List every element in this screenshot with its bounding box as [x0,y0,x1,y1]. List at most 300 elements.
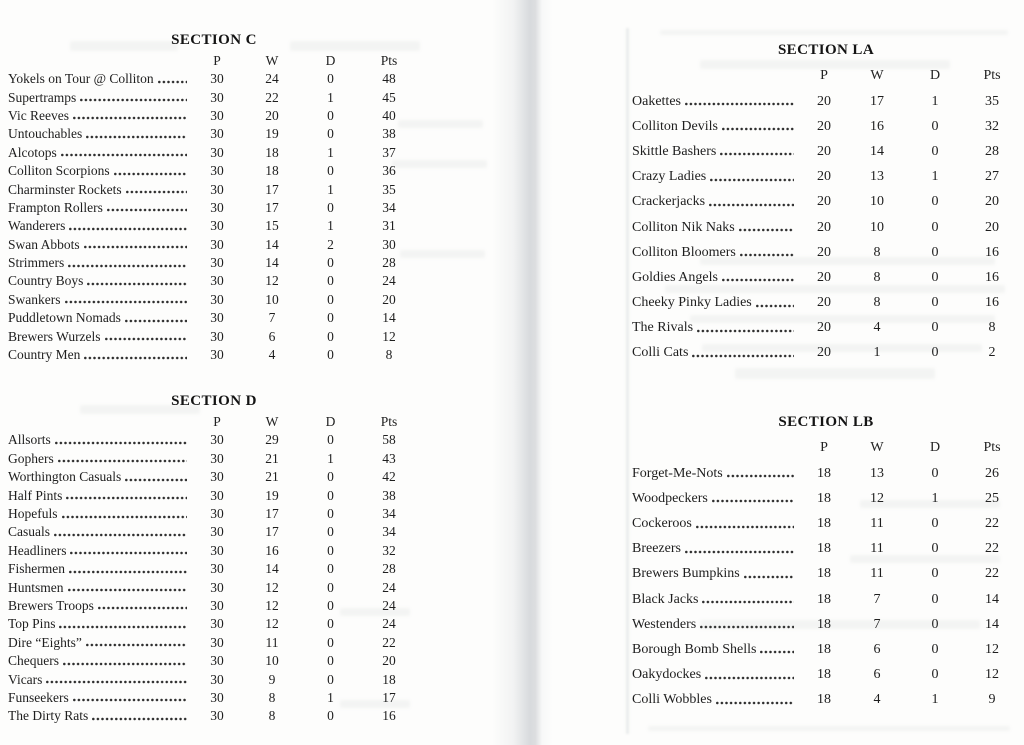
points-value: 24 [382,616,396,632]
points-value: 31 [382,218,396,234]
team-name: Country Boys [8,273,84,289]
team-name: Frampton Rollers [8,199,103,215]
table-row [8,309,420,327]
team-name: Hopefuls [8,506,58,521]
wins-value: 6 [873,667,881,683]
points-value: 34 [382,506,396,521]
team-name: Colliton Scorpions [8,163,110,179]
dot-leader [98,606,187,610]
dot-leader [105,337,187,341]
draws-value: 1 [327,144,334,160]
table-row [632,139,1020,164]
dot-leader [107,208,187,212]
dot-leader [55,441,187,445]
team-name-cell [8,126,193,142]
wins-value: 10 [870,194,884,210]
team-name: Country Men [8,347,81,363]
dot-leader [68,264,187,268]
table-row [8,560,420,578]
draws-value: 0 [327,616,334,632]
table-row [8,486,420,504]
section-d-rows [8,431,420,725]
team-name: Half Pints [8,487,63,503]
played-value: 30 [210,126,224,142]
draws-value: 0 [327,671,334,687]
table-row [8,107,420,125]
team-name-cell [632,295,800,311]
draws-value: 0 [931,516,939,532]
draws-value: 0 [327,199,334,215]
played-value: 18 [817,591,831,607]
section-d-column-headers [8,413,420,431]
dot-leader [73,116,187,120]
team-name-cell [8,182,193,198]
points-value: 14 [985,616,999,632]
table-row [8,431,420,449]
table-row [8,88,420,106]
played-value: 30 [210,71,224,87]
table-row [8,615,420,633]
team-name-cell [8,273,193,289]
draws-value: 0 [327,126,334,142]
dot-leader [66,496,187,500]
wins-value: 16 [265,542,279,558]
points-value: 22 [985,516,999,532]
section-lb-table [632,366,1020,713]
played-column-header: P [820,68,828,83]
points-value: 18 [382,671,396,687]
points-value: 38 [382,126,396,142]
dot-leader [84,245,187,249]
draws-value: 1 [327,689,334,705]
team-name-cell [632,692,800,708]
section-lb-title: SECTION LB [778,414,874,431]
wins-value: 8 [873,295,881,311]
draws-value: 0 [931,591,939,607]
team-name: Colli Wobbles [632,692,712,708]
table-row [632,486,1020,511]
dot-leader [720,152,794,156]
points-value: 45 [382,89,396,105]
team-name-cell [632,144,800,160]
table-row [632,341,1020,366]
draws-value: 0 [931,465,939,481]
team-name-cell [8,347,193,363]
points-value: 16 [985,244,999,260]
played-value: 30 [210,199,224,215]
played-value: 30 [210,255,224,271]
played-value: 30 [210,236,224,252]
team-name-cell [632,642,800,658]
draws-value: 0 [327,347,334,363]
wins-value: 24 [265,71,279,87]
table-row [8,125,420,143]
section-c-column-headers [8,52,420,70]
wins-value: 10 [870,219,884,235]
wins-value: 14 [265,561,279,577]
draws-value: 0 [327,328,334,344]
team-name-cell [8,524,193,540]
team-name-cell [8,635,193,651]
wins-value: 11 [265,634,279,650]
team-name-cell [632,592,800,608]
played-value: 20 [817,345,831,361]
draws-value: 2 [327,236,334,252]
points-value: 37 [382,144,396,160]
table-row [8,468,420,486]
team-name: Headliners [8,542,67,558]
played-value: 30 [210,107,224,123]
team-name: Cheeky Pinky Ladies [632,295,752,311]
points-value: 36 [382,163,396,179]
team-name-cell [8,616,193,632]
team-name-cell [8,708,193,724]
draws-value: 0 [931,667,939,683]
table-row [8,523,420,541]
table-row [632,240,1020,265]
team-name: Crackerjacks [632,194,706,210]
wins-value: 20 [265,107,279,123]
team-name-cell [632,541,800,557]
team-name-cell [632,566,800,582]
played-value: 30 [210,487,224,503]
draws-value: 0 [327,432,334,448]
wins-value: 7 [873,591,881,607]
table-row [632,688,1020,713]
wins-value: 13 [870,465,884,481]
dot-leader [739,228,794,232]
team-name: Puddletown Nomads [8,310,121,326]
played-value: 18 [817,566,831,582]
wins-column-header: W [265,414,279,430]
wins-value: 21 [265,450,279,466]
wins-value: 4 [873,320,881,336]
team-name: Fishermen [8,561,65,577]
team-name-cell [632,194,800,210]
draws-value: 0 [327,107,334,123]
dot-leader [65,300,188,304]
draws-value: 0 [931,244,939,260]
team-name-cell [632,320,800,336]
played-value: 30 [210,671,224,687]
points-value: 28 [382,255,396,271]
section-lb-rows [632,461,1020,713]
draws-value: 1 [931,692,939,708]
dot-leader [685,102,794,106]
wins-value: 17 [265,506,279,521]
played-value: 30 [210,328,224,344]
table-row [8,597,420,615]
played-value: 30 [210,450,224,466]
points-value: 32 [382,542,396,558]
team-name: Cockeroos [632,516,692,532]
draws-value: 0 [931,616,939,632]
played-value: 30 [210,181,224,197]
team-name-cell [8,580,193,596]
played-value: 18 [817,516,831,532]
played-value: 18 [817,490,831,506]
draws-column-header: D [325,414,336,430]
team-name-cell [632,466,800,482]
played-value: 30 [210,708,224,724]
points-value: 12 [382,328,396,344]
played-value: 30 [210,542,224,558]
dot-leader [58,459,187,463]
played-value: 18 [817,465,831,481]
points-value: 24 [382,597,396,613]
played-value: 30 [210,634,224,650]
team-name: Vic Reeves [8,107,70,123]
points-value: 43 [382,450,396,466]
dot-leader [63,662,187,666]
team-name-cell [8,598,193,614]
wins-value: 8 [268,708,276,724]
draws-value: 0 [327,163,334,179]
team-name: Chequers [8,653,59,669]
team-name-cell [8,310,193,326]
wins-value: 15 [265,218,279,234]
draws-value: 0 [327,469,334,485]
played-value: 30 [210,144,224,160]
dot-leader [709,203,794,207]
draws-value: 0 [327,273,334,289]
section-d-title: SECTION D [171,393,257,410]
wins-value: 7 [873,616,881,632]
points-value: 16 [382,708,396,724]
draws-column-header: D [929,440,941,456]
played-value: 20 [817,169,831,185]
wins-value: 14 [870,143,884,159]
draws-value: 0 [931,219,939,235]
points-value: 32 [985,118,999,134]
team-name-cell [632,220,800,236]
points-value: 27 [985,169,999,185]
team-name-cell [632,617,800,633]
played-value: 30 [210,163,224,179]
left-page [8,0,420,745]
table-row [8,180,420,198]
played-value: 20 [817,269,831,285]
team-name: Funseekers [8,689,69,705]
played-value: 18 [817,616,831,632]
team-name: Yokels on Tour @ Colliton [8,71,154,87]
table-row [8,346,420,364]
draws-value: 0 [327,653,334,669]
points-column-header: Pts [983,440,1001,456]
team-name: Charminster Rockets [8,181,122,197]
dot-leader [46,680,187,684]
team-name: Woodpeckers [632,490,708,506]
points-value: 38 [382,487,396,503]
table-row [632,663,1020,688]
points-value: 34 [382,524,396,540]
team-name: Black Jacks [632,591,699,607]
played-value: 30 [210,524,224,540]
dot-leader [696,525,794,529]
section-d-table [8,364,420,725]
dot-leader [69,570,187,574]
team-name: Breezers [632,541,681,557]
wins-value: 11 [870,516,884,532]
points-value: 34 [382,199,396,215]
points-value: 20 [985,194,999,210]
section-la-column-headers [632,65,1020,87]
dot-leader [126,190,187,194]
draws-value: 0 [931,566,939,582]
team-name-cell [8,432,193,448]
played-value: 30 [210,653,224,669]
wins-value: 12 [870,490,884,506]
table-row [8,272,420,290]
wins-value: 14 [265,255,279,271]
wins-value: 11 [870,566,884,582]
team-name: Westenders [632,616,697,632]
team-name-cell [8,108,193,124]
table-row [8,70,420,88]
points-value: 16 [985,269,999,285]
team-name-cell [632,345,800,361]
team-name-cell [8,543,193,559]
team-name-cell [8,200,193,216]
draws-value: 0 [931,118,939,134]
dot-leader [114,172,187,176]
right-page [632,0,1020,745]
team-name-cell [8,488,193,504]
wins-column-header: W [265,53,279,68]
played-value: 30 [210,597,224,613]
wins-value: 8 [873,244,881,260]
wins-value: 10 [265,291,279,307]
team-name: Dire “Eights” [8,634,82,650]
draws-column-header: D [325,53,336,68]
wins-value: 1 [873,345,881,361]
dot-leader [685,550,794,554]
played-value: 18 [817,692,831,708]
dot-leader [692,354,794,358]
points-value: 24 [382,273,396,289]
points-value: 24 [382,579,396,595]
section-lb-column-headers [632,437,1020,459]
table-row [8,217,420,235]
draws-value: 0 [327,310,334,326]
draws-value: 0 [327,634,334,650]
table-row [8,327,420,345]
right-page-edge-shadow [626,28,629,734]
table-row [632,587,1020,612]
team-name: Allsorts [8,432,51,448]
team-name-cell [8,506,193,522]
draws-value: 1 [931,169,939,185]
played-value: 20 [817,244,831,260]
draws-value: 0 [931,269,939,285]
wins-value: 6 [268,328,276,344]
team-name-cell [632,667,800,683]
table-row [632,637,1020,662]
dot-leader [722,127,794,131]
played-value: 18 [817,641,831,657]
draws-value: 0 [931,194,939,210]
team-name-cell [632,119,800,135]
table-row [8,670,420,688]
dot-leader [716,701,794,705]
wins-value: 7 [268,310,276,326]
wins-value: 12 [265,616,279,632]
points-value: 20 [985,219,999,235]
dot-leader [84,356,187,360]
played-column-header: P [820,440,828,456]
table-row [632,265,1020,290]
table-row [8,689,420,707]
draws-value: 0 [327,708,334,724]
team-name: Forget-Me-Nots [632,465,723,481]
dot-leader [727,474,794,478]
wins-value: 18 [265,144,279,160]
points-value: 9 [988,692,996,708]
points-value: 17 [382,689,396,705]
dot-leader [54,533,187,537]
draws-value: 1 [327,218,334,234]
team-name-cell [632,516,800,532]
dot-leader [70,551,187,555]
table-row [8,542,420,560]
points-value: 12 [985,641,999,657]
played-value: 30 [210,616,224,632]
draws-value: 0 [931,143,939,159]
dot-leader [705,676,794,680]
team-name: Skittle Bashers [632,143,717,159]
points-value: 14 [382,310,396,326]
wins-value: 4 [873,692,881,708]
table-row [632,215,1020,240]
played-value: 20 [817,143,831,159]
team-name-cell [632,491,800,507]
dot-leader [59,625,187,629]
points-column-header: Pts [983,68,1001,83]
dot-leader [710,178,794,182]
dot-leader [125,478,187,482]
wins-value: 14 [265,236,279,252]
team-name: Oakydockes [632,667,702,683]
draws-value: 0 [931,295,939,311]
points-value: 48 [382,71,396,87]
played-value: 18 [817,541,831,557]
table-row [632,114,1020,139]
dot-leader [87,282,187,286]
draws-value: 1 [327,450,334,466]
played-value: 20 [817,118,831,134]
played-value: 18 [817,667,831,683]
points-value: 28 [382,561,396,577]
dot-leader [73,698,187,702]
dot-leader [756,304,794,308]
team-name-cell [632,270,800,286]
wins-value: 9 [268,671,276,687]
dot-leader [740,253,794,257]
points-value: 58 [382,432,396,448]
points-value: 12 [985,667,999,683]
team-name: Colliton Devils [632,118,718,134]
team-name: Brewers Troops [8,597,94,613]
draws-value: 0 [931,541,939,557]
team-name: Swankers [8,291,61,307]
dot-leader [702,600,794,604]
played-value: 20 [817,93,831,109]
wins-value: 12 [265,273,279,289]
team-name: Colli Cats [632,345,689,361]
dot-leader [712,499,794,503]
team-name: Strimmers [8,255,65,271]
played-value: 30 [210,89,224,105]
